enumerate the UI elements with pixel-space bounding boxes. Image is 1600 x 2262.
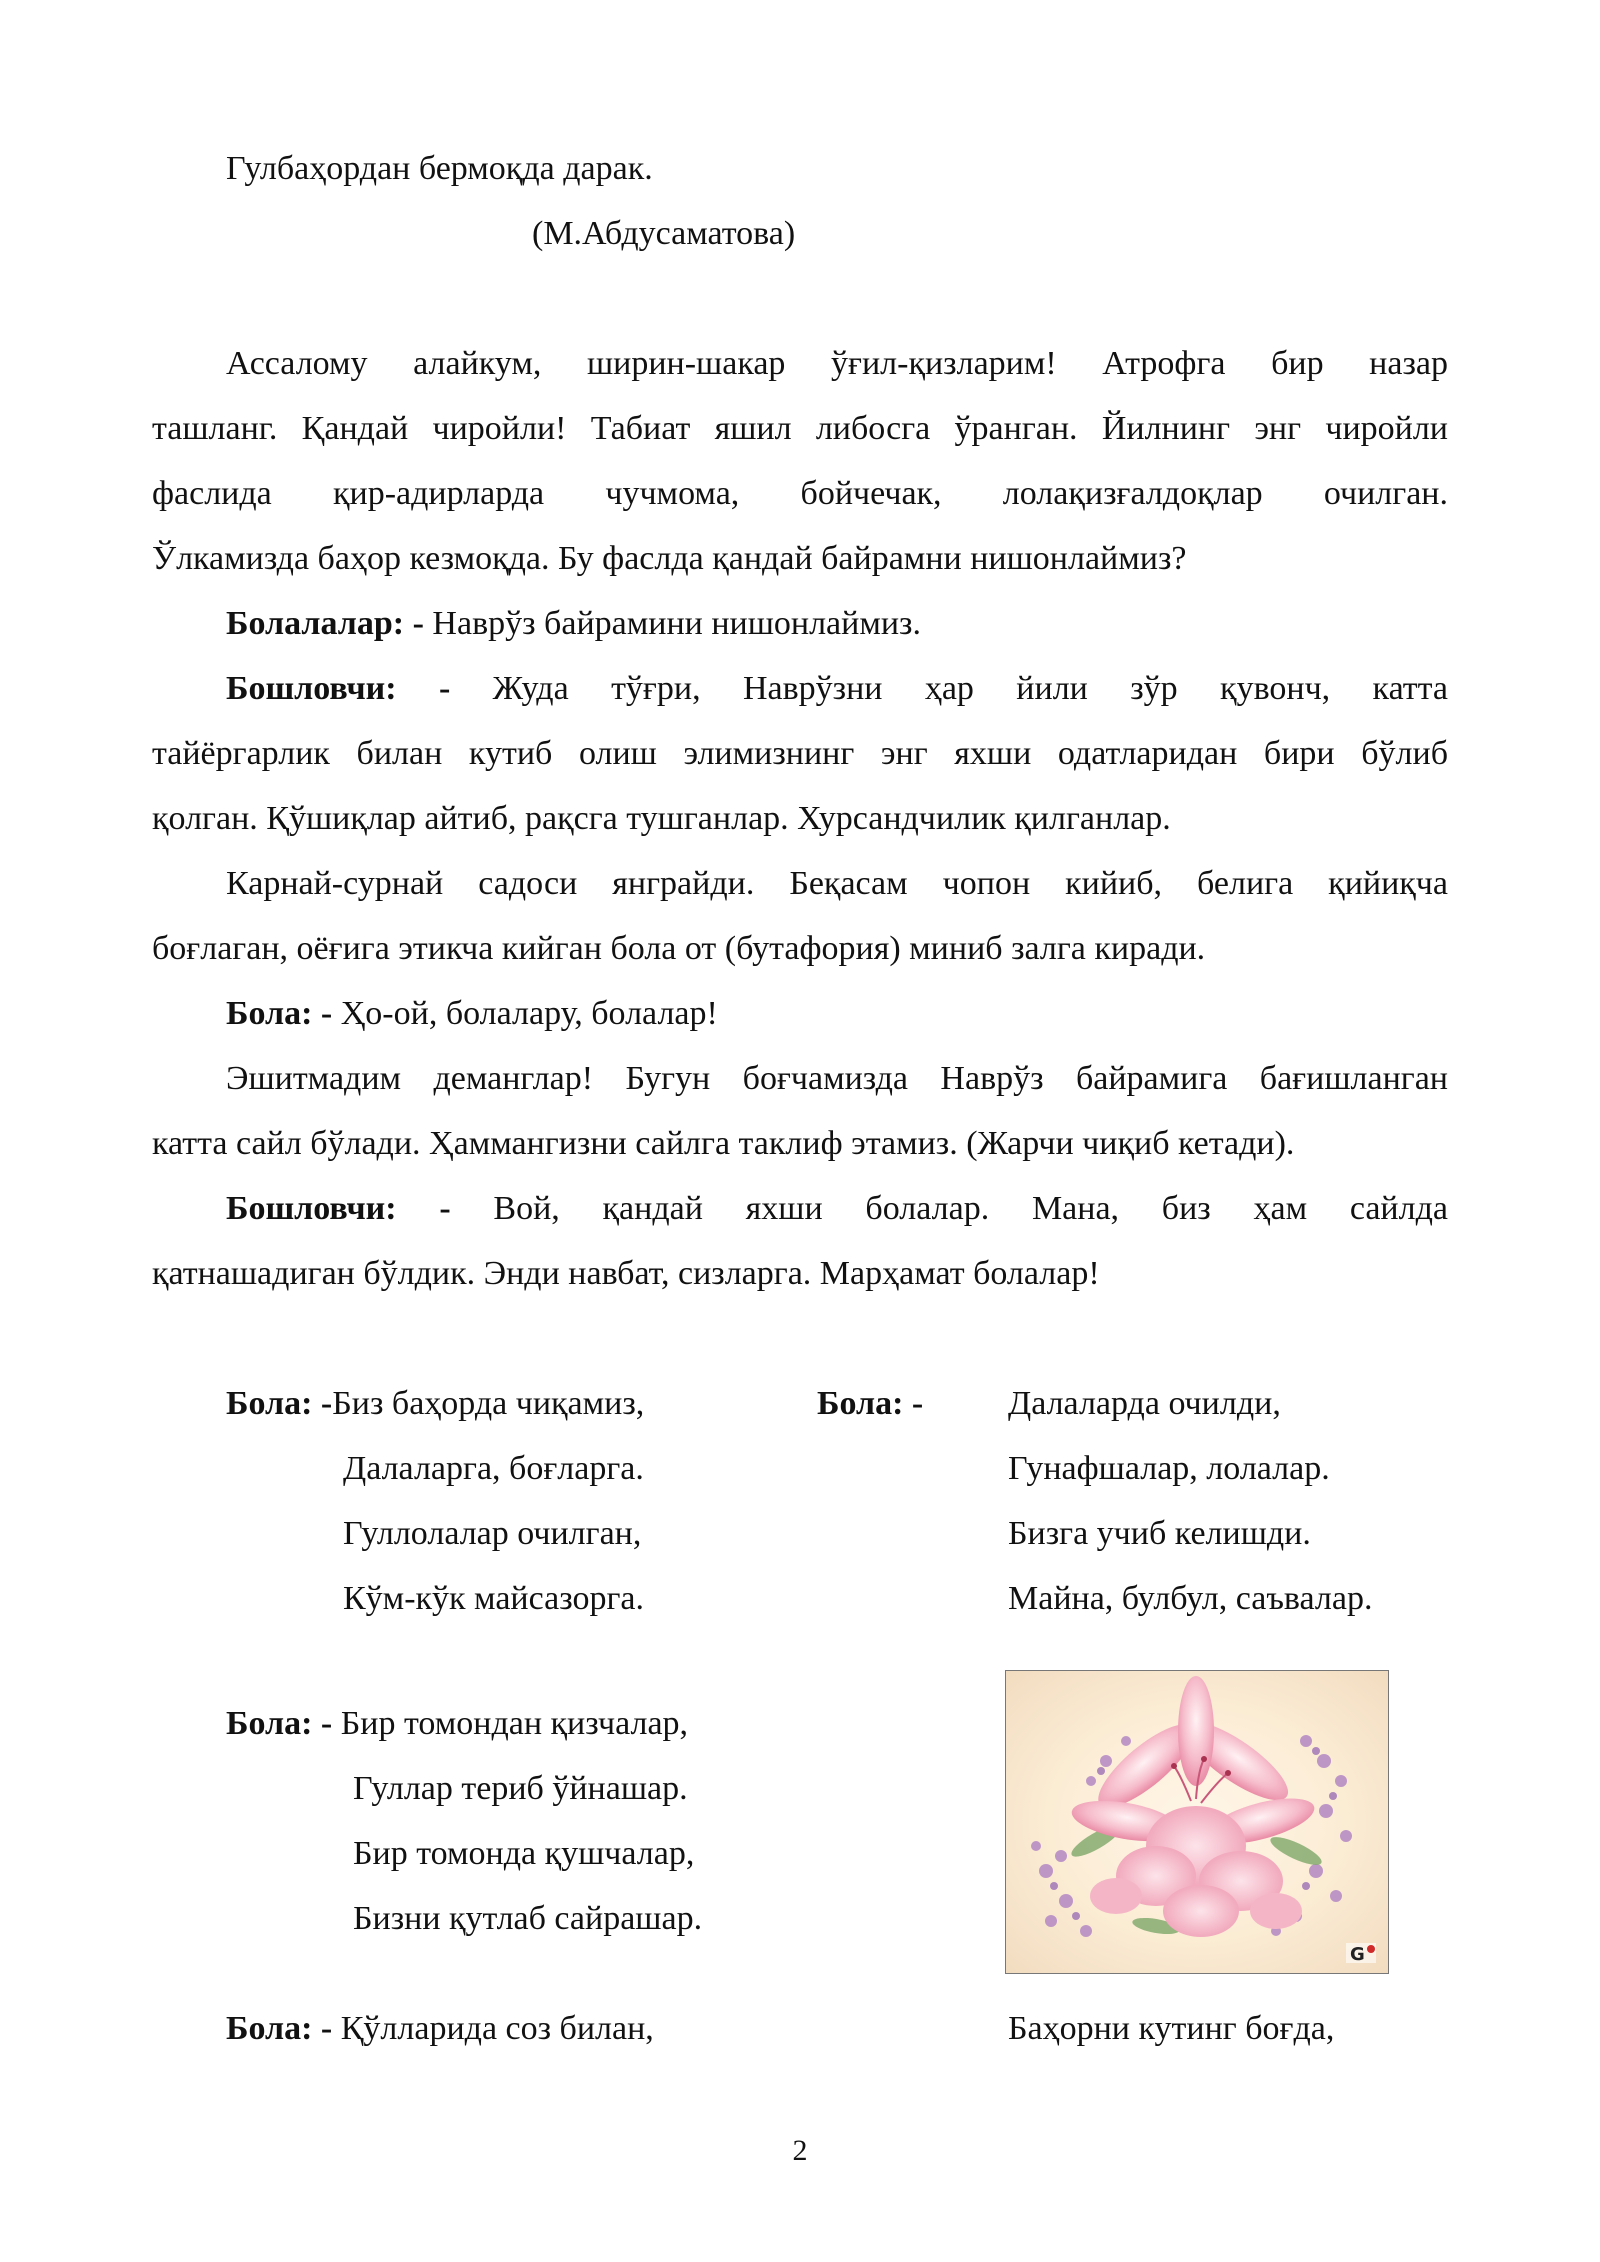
poem-left-1-line-2: Далаларга, боғларга.	[343, 1450, 644, 1487]
greeting-line-3: фаслида қир-адирларда чучмома, бойчечак, лолақизғалдоқлар очилган.	[152, 475, 1448, 512]
flower-bouquet-image	[1005, 1670, 1389, 1974]
host-line-2: тайёргарлик билан кутиб олиш элимизнинг энг яхши одатларидан бири бўлиб	[152, 735, 1448, 772]
speaker-label: Бола: -	[226, 1705, 333, 1742]
poem-right-1-line-2: Гунафшалар, лолалар.	[1008, 1450, 1330, 1487]
poem-left-1-line-3: Гуллолалар очилган,	[343, 1515, 642, 1552]
reply-text: Наврўз байрамини нишонлаймиз.	[423, 605, 921, 642]
poem-left-1-line-4: Кўм-кўк майсазорга.	[343, 1580, 644, 1617]
poem-left-2-line-2: Гуллар териб ўйнашар.	[353, 1770, 688, 1807]
poem-right-1-line-4: Майна, булбул, саъвалар.	[1008, 1580, 1373, 1617]
child-speech	[226, 995, 718, 1033]
greeting-line-1: Ассалому алайкум, ширин-шакар ўғил-қизларим! Атрофга бир назар	[226, 345, 1448, 382]
child-text: Ҳо-ой, болалару, болалар!	[332, 995, 718, 1032]
child-line-2: катта сайл бўлади. Ҳаммангизни сайлга таклиф этамиз. (Жарчи чиқиб кетади).	[152, 1125, 1295, 1162]
poem-left-2-line-4: Бизни қутлаб сайрашар.	[353, 1900, 703, 1937]
speaker-label: Бола: -	[817, 1385, 924, 1422]
flower-bouquet-illustration	[1006, 1671, 1388, 1973]
host-line-3: қолган. Қўшиқлар айтиб, рақсга тушганлар. Хурсандчилик қилганлар.	[152, 800, 1171, 837]
watermark-mark: G	[1350, 1944, 1365, 1965]
host-text: Вой, қандай яхши болалар. Мана, биз ҳам сайлда	[450, 1190, 1448, 1227]
host-line-1	[226, 670, 1448, 708]
speaker-label: Бола: -	[226, 995, 333, 1032]
greeting-line-4: Ўлкамизда баҳор кезмоқда. Бу фаслда қандай байрамни нишонлаймиз?	[152, 540, 1187, 577]
host-text: Жуда тўғри, Наврўзни ҳар йили зўр қувонч, катта	[450, 670, 1448, 707]
speaker-label: Болалалар: -	[226, 605, 424, 642]
poem-text: Қўлларида соз билан,	[332, 2010, 654, 2047]
poem-right-1-line-3: Бизга учиб келишди.	[1008, 1515, 1311, 1552]
children-reply	[226, 605, 921, 643]
poem-left-2-line-1	[226, 1705, 688, 1743]
poem-left-1-line-1	[226, 1385, 644, 1423]
poem-text: Биз баҳорда чиқамиз,	[332, 1385, 645, 1422]
poem-right-3-line-1: Баҳорни кутинг боғда,	[1008, 2010, 1335, 2047]
author-attribution: (М.Абдусаматова)	[532, 215, 796, 252]
stage-direction-line-2: боғлаган, оёғига этикча кийган бола от (бутафория) миниб залга киради.	[152, 930, 1206, 967]
speaker-label: Бошловчи: -	[226, 1190, 451, 1227]
verse-line: Гулбаҳордан бермоқда дарак.	[226, 150, 653, 187]
poem-right-1-line-1: Далаларда очилди,	[1008, 1385, 1281, 1422]
speaker-label: Бола: -	[226, 2010, 333, 2047]
poem-left-3-line-1	[226, 2010, 654, 2048]
stage-direction-line-1: Карнай-сурнай садоси янграйди. Беқасам чопон кийиб, белига қийиқча	[226, 865, 1448, 902]
greeting-line-2: ташланг. Қандай чиройли! Табиат яшил либосга ўранган. Йилнинг энг чиройли	[152, 410, 1448, 447]
speaker-label: Бошловчи: -	[226, 670, 451, 707]
speaker-label: Бола: -	[226, 1385, 333, 1422]
poem-left-2-line-3: Бир томонда қушчалар,	[353, 1835, 695, 1872]
poem-text: Бир томондан қизчалар,	[332, 1705, 689, 1742]
child-line-1: Эшитмадим деманглар! Бугун боғчамизда Наврўз байрамига бағишланган	[226, 1060, 1448, 1097]
page-number: 2	[792, 2134, 808, 2167]
host-line-4	[226, 1190, 1448, 1228]
host-line-5: қатнашадиган бўлдик. Энди навбат, сизларга. Марҳамат болалар!	[152, 1255, 1100, 1292]
